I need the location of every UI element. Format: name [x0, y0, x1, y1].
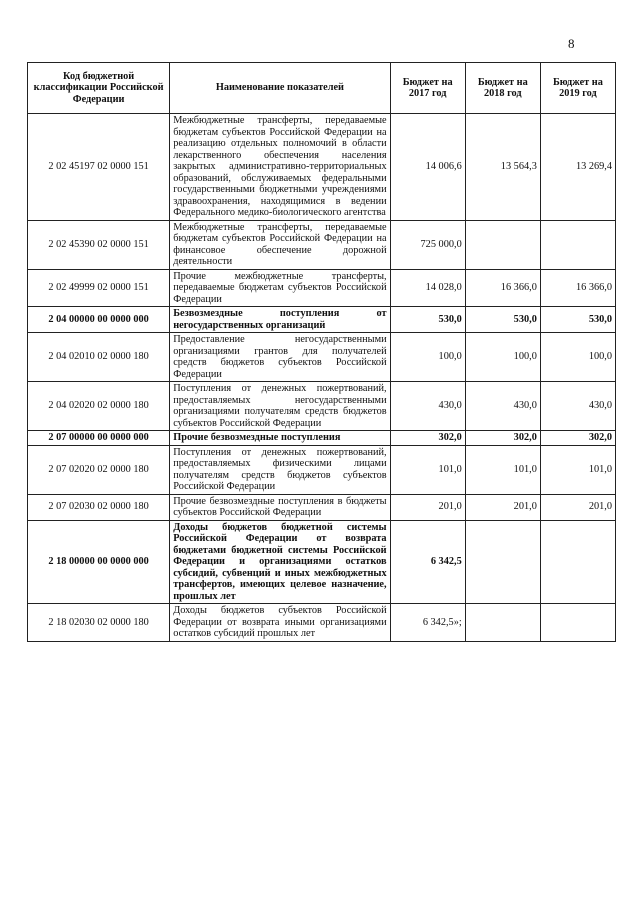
row-2018: 101,0 — [465, 445, 540, 494]
table-row — [28, 114, 616, 221]
row-2019 — [540, 604, 615, 642]
row-2019 — [540, 220, 615, 269]
row-2019: 530,0 — [540, 307, 615, 333]
row-2017: 430,0 — [390, 382, 465, 431]
table-row — [28, 604, 616, 642]
table-row — [28, 494, 616, 520]
row-2017: 530,0 — [390, 307, 465, 333]
row-name: Прочие межбюджетные трансферты, передаваемые бюджетам субъектов Российской Федерации — [170, 269, 390, 307]
table-header-row — [28, 63, 616, 114]
row-code: 2 04 02010 02 0000 180 — [28, 333, 170, 382]
row-2018: 13 564,3 — [465, 114, 540, 221]
row-code: 2 07 02030 02 0000 180 — [28, 494, 170, 520]
row-2018: 302,0 — [465, 431, 540, 446]
row-2017: 6 342,5 — [390, 520, 465, 604]
row-name: Доходы бюджетов субъектов Российской Федерации от возврата иными организациями остатков субсидий прошлых лет — [170, 604, 390, 642]
row-2019 — [540, 520, 615, 604]
row-name: Межбюджетные трансферты, передаваемые бюджетам субъектов Российской Федерации на реализацию отдельных полномочий в области лекарственного обеспечения населения закрытых административно-территориальных образований, обслуживаемых федеральными государственными бюджетными учреждениями здравоохранения, находящимися в ведении Федерального медико-биологического агентства — [170, 114, 390, 221]
row-code: 2 18 02030 02 0000 180 — [28, 604, 170, 642]
row-name: Поступления от денежных пожертвований, предоставляемых физическими лицами получателям средств бюджетов субъектов Российской Федерации — [170, 445, 390, 494]
row-2017: 14 006,6 — [390, 114, 465, 221]
page-number: 8 — [568, 36, 575, 51]
row-name: Безвозмездные поступления от негосударственных организаций — [170, 307, 390, 333]
row-name: Предоставление негосударственными организациями грантов для получателей средств бюджетов субъектов Российской Федерации — [170, 333, 390, 382]
table-row-section — [28, 520, 616, 604]
table-row-section — [28, 307, 616, 333]
header-2018: Бюджет на 2018 год — [465, 63, 540, 114]
row-2019: 302,0 — [540, 431, 615, 446]
row-code: 2 04 02020 02 0000 180 — [28, 382, 170, 431]
table-row — [28, 382, 616, 431]
row-code: 2 07 02020 02 0000 180 — [28, 445, 170, 494]
header-name: Наименование показателей — [170, 63, 390, 114]
table-row — [28, 445, 616, 494]
row-name: Доходы бюджетов бюджетной системы Российской Федерации от возврата бюджетами бюджетной системы Российской Федерации и организациями остатков субсидий, субвенций и иных межбюджетных трансфертов, имеющих целевое назначение, прошлых лет — [170, 520, 390, 604]
row-2017: 302,0 — [390, 431, 465, 446]
row-2017: 6 342,5»; — [390, 604, 465, 642]
row-2018 — [465, 604, 540, 642]
row-2019: 13 269,4 — [540, 114, 615, 221]
row-code: 2 02 49999 02 0000 151 — [28, 269, 170, 307]
row-2018: 430,0 — [465, 382, 540, 431]
header-2019: Бюджет на 2019 год — [540, 63, 615, 114]
row-2019: 201,0 — [540, 494, 615, 520]
row-2018 — [465, 520, 540, 604]
row-2018: 100,0 — [465, 333, 540, 382]
table-row — [28, 269, 616, 307]
row-2018: 530,0 — [465, 307, 540, 333]
row-2018: 201,0 — [465, 494, 540, 520]
row-name: Прочие безвозмездные поступления в бюджеты субъектов Российской Федерации — [170, 494, 390, 520]
row-2017: 201,0 — [390, 494, 465, 520]
header-2017: Бюджет на 2017 год — [390, 63, 465, 114]
row-name: Прочие безвозмездные поступления — [170, 431, 390, 446]
row-2017: 101,0 — [390, 445, 465, 494]
budget-table — [27, 62, 616, 642]
row-code: 2 18 00000 00 0000 000 — [28, 520, 170, 604]
row-2019: 16 366,0 — [540, 269, 615, 307]
row-2017: 100,0 — [390, 333, 465, 382]
row-2019: 430,0 — [540, 382, 615, 431]
table-row — [28, 333, 616, 382]
row-2017: 14 028,0 — [390, 269, 465, 307]
table-row — [28, 220, 616, 269]
row-2017: 725 000,0 — [390, 220, 465, 269]
row-code: 2 04 00000 00 0000 000 — [28, 307, 170, 333]
row-code: 2 02 45390 02 0000 151 — [28, 220, 170, 269]
row-code: 2 07 00000 00 0000 000 — [28, 431, 170, 446]
row-code: 2 02 45197 02 0000 151 — [28, 114, 170, 221]
row-2019: 101,0 — [540, 445, 615, 494]
row-name: Поступления от денежных пожертвований, предоставляемых негосударственными организациями получателям средств бюджетов субъектов Российской Федерации — [170, 382, 390, 431]
row-2019: 100,0 — [540, 333, 615, 382]
row-2018: 16 366,0 — [465, 269, 540, 307]
table-row-section — [28, 431, 616, 446]
row-name: Межбюджетные трансферты, передаваемые бюджетам субъектов Российской Федерации на финансовое обеспечение дорожной деятельности — [170, 220, 390, 269]
header-code: Код бюджетной классификации Российской Федерации — [28, 63, 170, 114]
row-2018 — [465, 220, 540, 269]
